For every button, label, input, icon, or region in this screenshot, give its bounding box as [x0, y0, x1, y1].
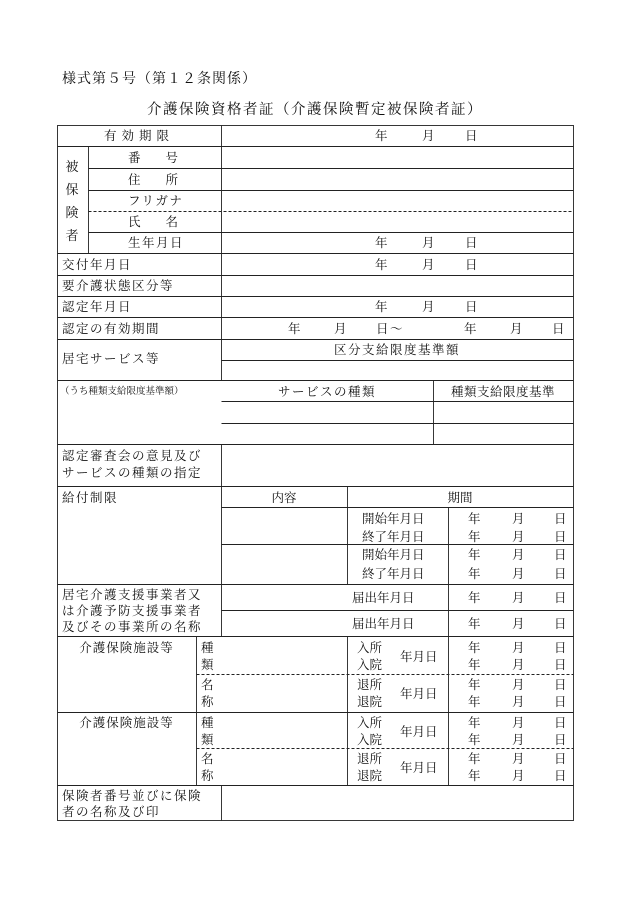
care-level-label: 要介護状態区分等: [62, 278, 175, 293]
type-limit-note: （うち種類支給限度基準額）: [60, 386, 184, 397]
f2-y3: 年: [468, 751, 481, 766]
f1-d4: 日: [554, 694, 567, 709]
f1-m1: 月: [512, 640, 525, 655]
fname-2a: 名: [201, 751, 214, 766]
nt-y1: 年: [468, 590, 481, 605]
birthdate-label: 生年月日: [128, 235, 185, 250]
form-number: 様式第５号（第１２条関係）: [62, 71, 257, 87]
form-title: 介護保険資格者証（介護保険暫定被保険者証）: [147, 102, 483, 118]
bl-y4: 年: [468, 566, 481, 581]
fname-2b: 称: [201, 768, 214, 783]
adm-ymd-2: 年月日: [400, 724, 438, 739]
period-tilde: 〜: [390, 321, 403, 336]
birthdate-day: 日: [465, 235, 478, 250]
validity-label: 有効期限: [103, 128, 174, 143]
f2-y4: 年: [468, 768, 481, 783]
cert-day: 日: [465, 299, 478, 314]
nt-m1: 月: [512, 590, 525, 605]
nt-d1: 日: [554, 590, 567, 605]
type-limit-header: 種類支給限度基準: [450, 384, 555, 399]
f1-d1: 日: [554, 640, 567, 655]
bl-d2: 日: [554, 529, 567, 544]
bl-d3: 日: [554, 547, 567, 562]
bl-d1: 日: [554, 511, 567, 526]
support-line2: は介護予防支援事業者: [62, 603, 203, 618]
kind-1a: 種: [201, 640, 214, 655]
notification-date-2: 届出年月日: [352, 616, 415, 631]
period-to-day: 日: [552, 321, 565, 336]
f1-y4: 年: [468, 694, 481, 709]
kind-2b: 類: [201, 732, 214, 747]
bl-m1: 月: [512, 511, 525, 526]
f1-m3: 月: [512, 677, 525, 692]
fname-1b: 称: [201, 694, 214, 709]
bl-m4: 月: [512, 566, 525, 581]
fname-1a: 名: [201, 677, 214, 692]
committee-line2: サービスの種類の指定: [62, 465, 203, 480]
adm-2b: 入院: [357, 732, 383, 747]
facility-label-2: 介護保険施設等: [79, 715, 174, 730]
validity-day: 日: [465, 128, 478, 143]
f1-y3: 年: [468, 677, 481, 692]
number-label: 番 号: [128, 150, 179, 165]
validity-month: 月: [422, 128, 435, 143]
dis-2a: 退所: [357, 751, 383, 766]
dis-1a: 退所: [357, 677, 383, 692]
f2-m1: 月: [512, 715, 525, 730]
adm-1a: 入所: [357, 640, 383, 655]
adm-2a: 入所: [357, 715, 383, 730]
insurer-line2: 者の名称及び印: [62, 804, 161, 819]
f2-m2: 月: [512, 732, 525, 747]
f1-d3: 日: [554, 677, 567, 692]
adm-1b: 入院: [357, 657, 383, 672]
start-date-label-2: 開始年月日: [362, 547, 425, 562]
facility-label-1: 介護保険施設等: [79, 640, 174, 655]
birthdate-year: 年: [375, 235, 388, 250]
f1-y2: 年: [468, 657, 481, 672]
nt-m2: 月: [512, 616, 525, 631]
f2-m4: 月: [512, 768, 525, 783]
dis-ymd-2: 年月日: [400, 760, 438, 775]
start-date-label-1: 開始年月日: [362, 511, 425, 526]
period-from-month: 月: [334, 321, 347, 336]
period-from-day: 日: [376, 321, 389, 336]
f2-d3: 日: [554, 751, 567, 766]
period-to-month: 月: [510, 321, 523, 336]
notification-date-1: 届出年月日: [352, 590, 415, 605]
bl-m3: 月: [512, 547, 525, 562]
f2-y1: 年: [468, 715, 481, 730]
support-line1: 居宅介護支援事業者又: [62, 587, 203, 602]
bl-d4: 日: [554, 566, 567, 581]
cert-month: 月: [422, 299, 435, 314]
adm-ymd-1: 年月日: [400, 649, 438, 664]
service-type-header: サービスの種類: [277, 384, 376, 399]
end-date-label-1: 終了年月日: [362, 529, 425, 544]
f2-d2: 日: [554, 732, 567, 747]
bl-y2: 年: [468, 529, 481, 544]
cert-year: 年: [375, 299, 388, 314]
dis-2b: 退院: [357, 768, 383, 783]
insured-vertical-label: 被 保 険 者: [65, 160, 79, 244]
birthdate-month: 月: [422, 235, 435, 250]
period-from-year: 年: [288, 321, 301, 336]
cert-date-label: 認定年月日: [62, 299, 133, 314]
bl-y3: 年: [468, 547, 481, 562]
bl-y1: 年: [468, 511, 481, 526]
name-label: 氏 名: [128, 214, 179, 229]
period-to-year: 年: [464, 321, 477, 336]
issue-month: 月: [422, 257, 435, 272]
dis-1b: 退院: [357, 694, 383, 709]
f2-d4: 日: [554, 768, 567, 783]
f1-d2: 日: [554, 657, 567, 672]
f2-d1: 日: [554, 715, 567, 730]
home-service-label: 居宅サービス等: [62, 351, 161, 366]
f1-m2: 月: [512, 657, 525, 672]
address-label: 住 所: [128, 172, 179, 187]
issue-year: 年: [375, 257, 388, 272]
dis-ymd-1: 年月日: [400, 686, 438, 701]
f2-y2: 年: [468, 732, 481, 747]
f1-m4: 月: [512, 694, 525, 709]
limit-base-label: 区分支給限度基準額: [333, 342, 460, 357]
validity-year: 年: [375, 128, 388, 143]
cert-period-label: 認定の有効期間: [62, 321, 161, 336]
kind-1b: 類: [201, 657, 214, 672]
insurer-line1: 保険者番号並びに保険: [62, 788, 203, 803]
kind-2a: 種: [201, 715, 214, 730]
f1-y1: 年: [468, 640, 481, 655]
nt-y2: 年: [468, 616, 481, 631]
benefit-limit-label: 給付制限: [62, 490, 119, 505]
content-header: 内容: [271, 490, 297, 505]
support-line3: 及びその事業所の名称: [62, 619, 203, 634]
issue-day: 日: [465, 257, 478, 272]
period-header: 期間: [447, 490, 473, 505]
committee-line1: 認定審査会の意見及び: [62, 448, 203, 463]
end-date-label-2: 終了年月日: [362, 566, 425, 581]
issue-date-label: 交付年月日: [62, 257, 133, 272]
furigana-label: フリガナ: [128, 193, 184, 208]
nt-d2: 日: [554, 616, 567, 631]
bl-m2: 月: [512, 529, 525, 544]
f2-m3: 月: [512, 751, 525, 766]
